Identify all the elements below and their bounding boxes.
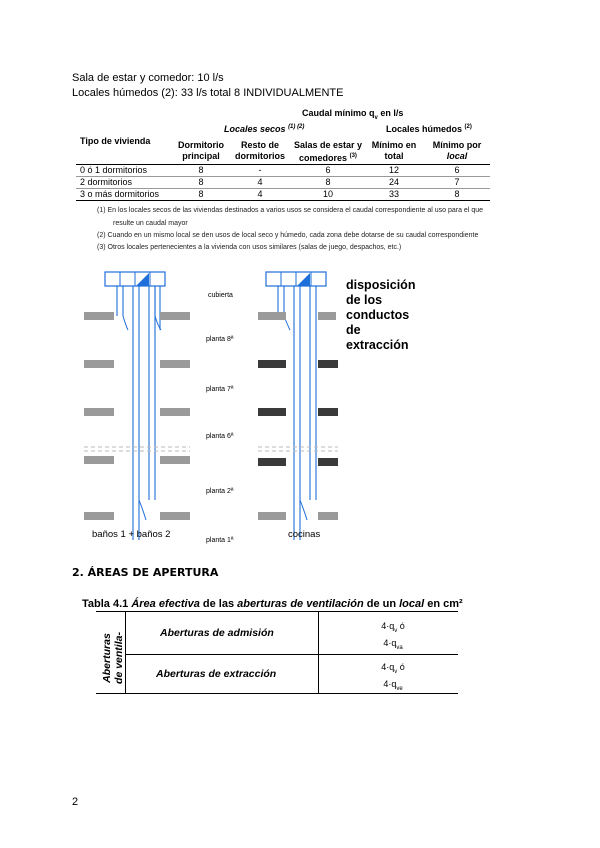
row-cell: 33	[388, 189, 399, 199]
slab	[160, 360, 190, 368]
slab	[258, 458, 286, 466]
slab	[258, 408, 286, 416]
row-cell: 6	[454, 165, 460, 175]
left-duct-group	[84, 272, 190, 540]
row-cell: 8	[198, 189, 204, 199]
slab	[160, 512, 190, 520]
caption-banos: baños 1 + baños 2	[92, 529, 171, 540]
slab	[84, 360, 114, 368]
col-salas-estar: Salas de estar y comedores $^{(3)}$	[293, 140, 363, 163]
slab	[258, 312, 286, 320]
row-tipo: 3 o más dormitorios	[80, 189, 160, 199]
col-minimo-local: Mínimo por local	[432, 140, 482, 161]
slab	[258, 512, 286, 520]
intro-line-2: Locales húmedos (2): 33 l/s total 8 INDIVIDUALMENTE	[72, 87, 344, 99]
col-dormitorio-principal: Dormitorio principal	[178, 140, 224, 161]
slab	[318, 408, 338, 416]
col-tipo-vivienda: Tipo de vivienda	[80, 136, 151, 146]
slab	[84, 408, 114, 416]
row-cell: 12	[388, 165, 399, 175]
slab	[258, 360, 286, 368]
row-tipo: 2 dormitorios	[80, 177, 133, 187]
caudal-header: Caudal mínimo $q_v$ en l/s	[302, 108, 404, 121]
slab	[318, 512, 338, 520]
table2-side-divider	[125, 611, 126, 693]
col-minimo-total: Mínimo en total	[371, 140, 417, 161]
row-cell: 8	[454, 189, 460, 199]
slab	[84, 312, 114, 320]
diagram-title: disposición de los conductos de extracción	[346, 278, 416, 352]
slab	[318, 360, 338, 368]
right-duct-group	[258, 272, 338, 540]
footnote-2: (2) Cuando en un mismo local se den usos de local seco y húmedo, cada zona debe dotarse de su caudal correspondiente	[97, 232, 479, 239]
row-cell: 4	[257, 189, 263, 199]
row-extraccion-label: Aberturas de extracción	[156, 668, 277, 680]
slab	[160, 312, 190, 320]
row-cell: 4	[257, 177, 263, 187]
slab	[84, 456, 114, 464]
table2-rule-top	[96, 611, 458, 612]
row-cell: 7	[454, 177, 460, 187]
level-label: cubierta	[208, 292, 233, 299]
row-cell: 24	[388, 177, 399, 187]
footnote-1: (1) En los locales secos de las viviendas destinados a varios usos se considera el caudal correspondiente al uso para el que	[97, 207, 484, 214]
row-admision-formula: $4\cdot q_v$ ó $4\cdot q_{va}$	[381, 621, 405, 651]
slab	[160, 456, 190, 464]
row-cell: 10	[322, 189, 333, 199]
level-label: planta 1ª	[206, 537, 234, 544]
row-cell: 6	[325, 165, 331, 175]
row-cell: 8	[325, 177, 331, 187]
caption-cocinas: cocinas	[288, 529, 321, 540]
level-label: planta 2ª	[206, 488, 234, 495]
locales-secos-header: Locales secos $^{(1) (2)}$	[224, 124, 305, 134]
slab	[84, 512, 114, 520]
row-cell: 8	[198, 177, 204, 187]
footnote-3: (3) Otros locales pertenecientes a la vivienda con usos similares (salas de juego, despachos, etc.)	[97, 244, 402, 251]
table2-caption: Tabla 4.1 Área efectiva de las aberturas de ventilación de un local en cm²	[82, 598, 463, 610]
table2-side-label: Aberturas de ventila-	[101, 632, 125, 684]
locales-humedos-header: Locales húmedos $^{(2)}$	[386, 124, 472, 134]
table2-col-divider	[318, 611, 319, 693]
row-cell: -	[258, 165, 262, 175]
section-title: 2. ÁREAS DE APERTURA	[72, 566, 219, 579]
row-cell: 8	[198, 165, 204, 175]
level-label: planta 7ª	[206, 386, 234, 393]
intro-line-1: Sala de estar y comedor: 10 l/s	[72, 72, 224, 84]
level-label: planta 8ª	[206, 336, 234, 343]
page-number: 2	[72, 796, 79, 808]
col-resto-dormitorios: Resto de dormitorios	[234, 140, 285, 161]
slab	[318, 312, 336, 320]
row-extraccion-formula: $4\cdot q_v$ ó $4\cdot q_{ve}$	[381, 662, 405, 692]
footnote-1-cont: resulte un caudal mayor	[113, 220, 188, 227]
table2-rule-mid	[125, 654, 458, 655]
row-admision-label: Aberturas de admisión	[160, 627, 274, 639]
level-label: planta 6ª	[206, 433, 234, 440]
row-tipo: 0 ó 1 dormitorios	[80, 165, 148, 175]
slab	[318, 458, 338, 466]
slab	[160, 408, 190, 416]
